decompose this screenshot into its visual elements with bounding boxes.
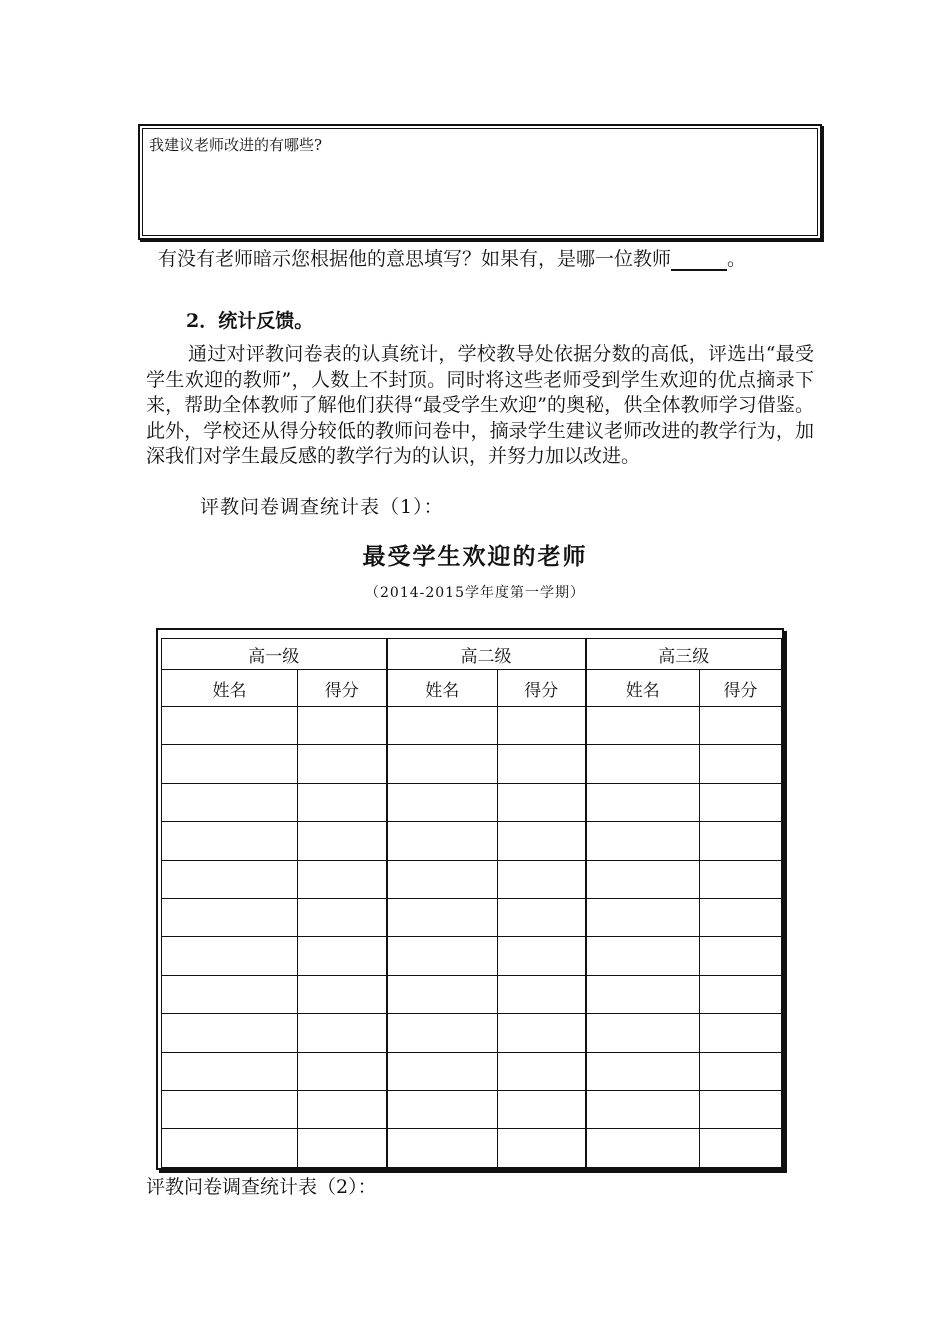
name-cell[interactable]	[387, 707, 498, 745]
name-cell[interactable]	[387, 898, 498, 936]
score-cell[interactable]	[498, 937, 586, 975]
table1-subtitle: （2014-2015学年度第一学期）	[365, 585, 585, 601]
column-header-score: 得分	[700, 670, 782, 707]
score-cell[interactable]	[298, 1052, 387, 1090]
table-row	[162, 707, 782, 745]
table-row	[162, 1129, 782, 1167]
score-cell[interactable]	[700, 1090, 782, 1128]
score-cell[interactable]	[498, 975, 586, 1013]
teacher-ranking-table	[161, 638, 782, 1168]
column-header-score: 得分	[298, 670, 387, 707]
score-cell[interactable]	[700, 822, 782, 860]
score-cell[interactable]	[700, 1052, 782, 1090]
table-row	[162, 1090, 782, 1128]
score-cell[interactable]	[298, 975, 387, 1013]
name-cell[interactable]	[387, 822, 498, 860]
score-cell[interactable]	[498, 783, 586, 821]
name-cell[interactable]	[162, 898, 298, 936]
score-cell[interactable]	[700, 1129, 782, 1167]
body-paragraph: 通过对评教问卷表的认真统计，学校教导处依据分数的高低，评选出“最受学生欢迎的教师”，人数上不封顶。同时将这些老师受到学生欢迎的优点摘录下来，帮助全体教师了解他们获得“最受学生欢迎”的奥秘，供全体教师学习借鉴。此外，学校还从得分较低的教师问卷中，摘录学生建议老师改进的教学行为，加深我们对学生最反感的教学行为的认识，并努力加以改进。	[146, 343, 814, 467]
score-cell[interactable]	[298, 822, 387, 860]
suggestion-box	[138, 124, 822, 240]
name-cell[interactable]	[586, 707, 700, 745]
grade-header-row	[162, 639, 782, 670]
name-cell[interactable]	[586, 898, 700, 936]
score-cell[interactable]	[298, 898, 387, 936]
name-cell[interactable]	[162, 745, 298, 783]
table-row	[162, 1014, 782, 1052]
name-cell[interactable]	[387, 1129, 498, 1167]
name-cell[interactable]	[586, 783, 700, 821]
score-cell[interactable]	[298, 1129, 387, 1167]
score-cell[interactable]	[498, 1090, 586, 1128]
grade-header: 高一级	[162, 639, 387, 670]
name-cell[interactable]	[162, 822, 298, 860]
table-row	[162, 860, 782, 898]
score-cell[interactable]	[498, 860, 586, 898]
table-row	[162, 745, 782, 783]
score-cell[interactable]	[498, 898, 586, 936]
score-cell[interactable]	[700, 898, 782, 936]
column-header-name: 姓名	[586, 670, 700, 707]
table1-caption: 评教问卷调查统计表（1）：	[200, 496, 444, 518]
name-cell[interactable]	[162, 860, 298, 898]
name-cell[interactable]	[586, 1052, 700, 1090]
score-cell[interactable]	[498, 1014, 586, 1052]
score-cell[interactable]	[298, 783, 387, 821]
table-row	[162, 937, 782, 975]
name-cell[interactable]	[387, 745, 498, 783]
section-title: 2．统计反馈。	[186, 310, 314, 332]
score-cell[interactable]	[700, 707, 782, 745]
name-cell[interactable]	[162, 1052, 298, 1090]
score-cell[interactable]	[498, 822, 586, 860]
name-cell[interactable]	[162, 1090, 298, 1128]
table-row	[162, 975, 782, 1013]
name-cell[interactable]	[162, 1014, 298, 1052]
score-cell[interactable]	[498, 745, 586, 783]
table-row	[162, 898, 782, 936]
hint-period: 。	[727, 248, 747, 270]
name-cell[interactable]	[162, 707, 298, 745]
table2-caption: 评教问卷调查统计表（2）：	[146, 1176, 377, 1198]
name-cell[interactable]	[387, 1090, 498, 1128]
name-cell[interactable]	[162, 937, 298, 975]
table-row	[162, 783, 782, 821]
score-cell[interactable]	[498, 1052, 586, 1090]
table1-frame	[156, 628, 784, 1170]
suggestion-box-inner-border	[142, 128, 818, 236]
name-cell[interactable]	[162, 975, 298, 1013]
fill-in-blank	[671, 251, 727, 271]
score-cell[interactable]	[498, 1129, 586, 1167]
score-cell[interactable]	[700, 1014, 782, 1052]
name-cell[interactable]	[586, 745, 700, 783]
name-cell[interactable]	[586, 860, 700, 898]
score-cell[interactable]	[700, 783, 782, 821]
name-cell[interactable]	[387, 975, 498, 1013]
column-header-name: 姓名	[387, 670, 498, 707]
name-cell[interactable]	[586, 1129, 700, 1167]
score-cell[interactable]	[298, 1090, 387, 1128]
name-cell[interactable]	[586, 1014, 700, 1052]
name-cell[interactable]	[586, 975, 700, 1013]
table-row	[162, 1052, 782, 1090]
score-cell[interactable]	[498, 707, 586, 745]
grade-header: 高二级	[387, 639, 586, 670]
grade-header: 高三级	[586, 639, 782, 670]
score-cell[interactable]	[298, 937, 387, 975]
name-cell[interactable]	[387, 1052, 498, 1090]
name-cell[interactable]	[162, 1129, 298, 1167]
suggestion-box-label: 我建议老师改进的有哪些?	[149, 136, 323, 154]
score-cell[interactable]	[298, 745, 387, 783]
table1-title: 最受学生欢迎的老师	[362, 543, 588, 570]
name-cell[interactable]	[387, 783, 498, 821]
name-cell[interactable]	[387, 937, 498, 975]
column-header-name: 姓名	[162, 670, 298, 707]
hint-question	[158, 244, 746, 271]
name-cell[interactable]	[586, 1090, 700, 1128]
name-cell[interactable]	[387, 860, 498, 898]
hint-text: 有没有老师暗示您根据他的意思填写？如果有，是哪一位教师	[158, 248, 672, 270]
name-cell[interactable]	[387, 1014, 498, 1052]
name-cell[interactable]	[162, 783, 298, 821]
score-cell[interactable]	[298, 860, 387, 898]
score-cell[interactable]	[700, 860, 782, 898]
table-row	[162, 822, 782, 860]
score-cell[interactable]	[298, 1014, 387, 1052]
score-cell[interactable]	[700, 937, 782, 975]
score-cell[interactable]	[298, 707, 387, 745]
score-cell[interactable]	[700, 975, 782, 1013]
table-body	[162, 707, 782, 1168]
column-header-score: 得分	[498, 670, 586, 707]
score-cell[interactable]	[700, 745, 782, 783]
name-cell[interactable]	[586, 937, 700, 975]
column-header-row	[162, 670, 782, 707]
name-cell[interactable]	[586, 822, 700, 860]
